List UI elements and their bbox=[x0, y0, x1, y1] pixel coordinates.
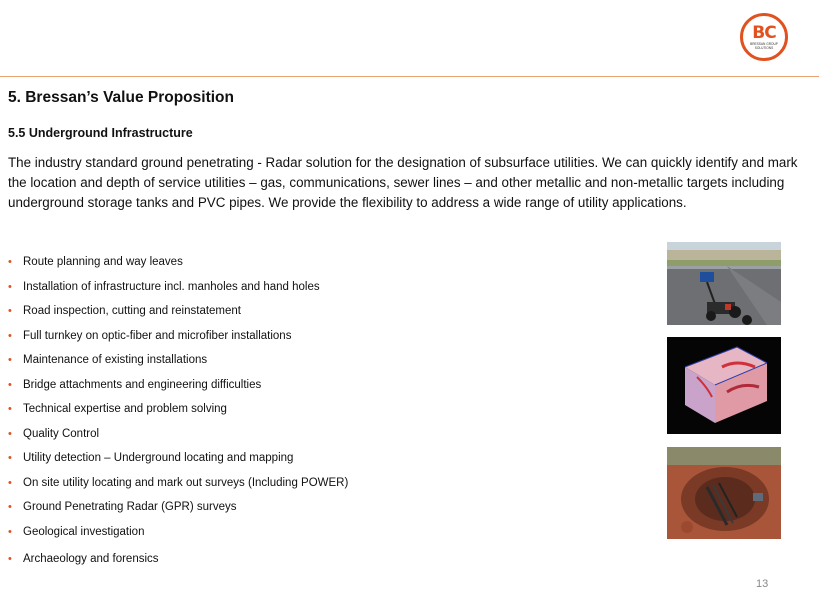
list-item: • Ground Penetrating Radar (GPR) surveys bbox=[8, 498, 568, 523]
list-item: • Full turnkey on optic-fiber and microfiber installations bbox=[8, 327, 568, 352]
list-item: • On site utility locating and mark out surveys (Including POWER) bbox=[8, 474, 568, 499]
subsection-title: 5.5 Underground Infrastructure bbox=[8, 126, 193, 140]
bullet-icon: • bbox=[8, 329, 12, 342]
bullet-icon: • bbox=[8, 280, 12, 293]
bullet-icon: • bbox=[8, 256, 12, 268]
radar-3d-scan-image bbox=[667, 337, 781, 434]
list-item: • Maintenance of existing installations bbox=[8, 351, 568, 376]
logo-mark: BC bbox=[752, 22, 776, 43]
company-logo bbox=[740, 13, 788, 61]
bullet-icon: • bbox=[8, 452, 12, 464]
excavation-photo bbox=[667, 447, 781, 539]
list-item: • Archaeology and forensics bbox=[8, 550, 568, 575]
list-item: • Quality Control bbox=[8, 425, 568, 450]
list-item: • Geological investigation bbox=[8, 523, 568, 548]
header-divider bbox=[0, 76, 819, 77]
list-item: • Bridge attachments and engineering difficulties bbox=[8, 376, 568, 401]
gpr-cart-photo bbox=[667, 242, 781, 325]
intro-paragraph: The industry standard ground penetrating - Radar solution for the designation of subsurface utilities. We can quickly identify and mark the location and depth of service utilities – gas, communications, sewer lines – and other metallic and non-metallic targets including underground storage tanks and PVC pipes. We provide the flexibility to address a wide range of utility applications. bbox=[8, 155, 798, 210]
list-item: • Utility detection – Underground locating and mapping bbox=[8, 449, 568, 474]
list-item: • Technical expertise and problem solving bbox=[8, 400, 568, 425]
bullet-icon: • bbox=[8, 525, 12, 538]
bullet-icon: • bbox=[8, 427, 12, 440]
bullet-icon: • bbox=[8, 403, 12, 415]
bullet-icon: • bbox=[8, 476, 12, 489]
bullet-icon: • bbox=[8, 501, 12, 513]
list-item: • Route planning and way leaves bbox=[8, 253, 568, 278]
list-item: • Road inspection, cutting and reinstatement bbox=[8, 302, 568, 327]
section-title: 5. Bressan’s Value Proposition bbox=[8, 89, 234, 106]
services-list bbox=[8, 253, 568, 575]
page-number: 13 bbox=[756, 578, 769, 590]
bullet-icon: • bbox=[8, 553, 12, 565]
bullet-icon: • bbox=[8, 305, 12, 317]
logo-text: BRESSAN GROUP SOLUTIONS bbox=[750, 41, 778, 50]
list-item: • Installation of infrastructure incl. manholes and hand holes bbox=[8, 278, 568, 303]
bullet-icon: • bbox=[8, 354, 12, 366]
bullet-icon: • bbox=[8, 378, 12, 391]
